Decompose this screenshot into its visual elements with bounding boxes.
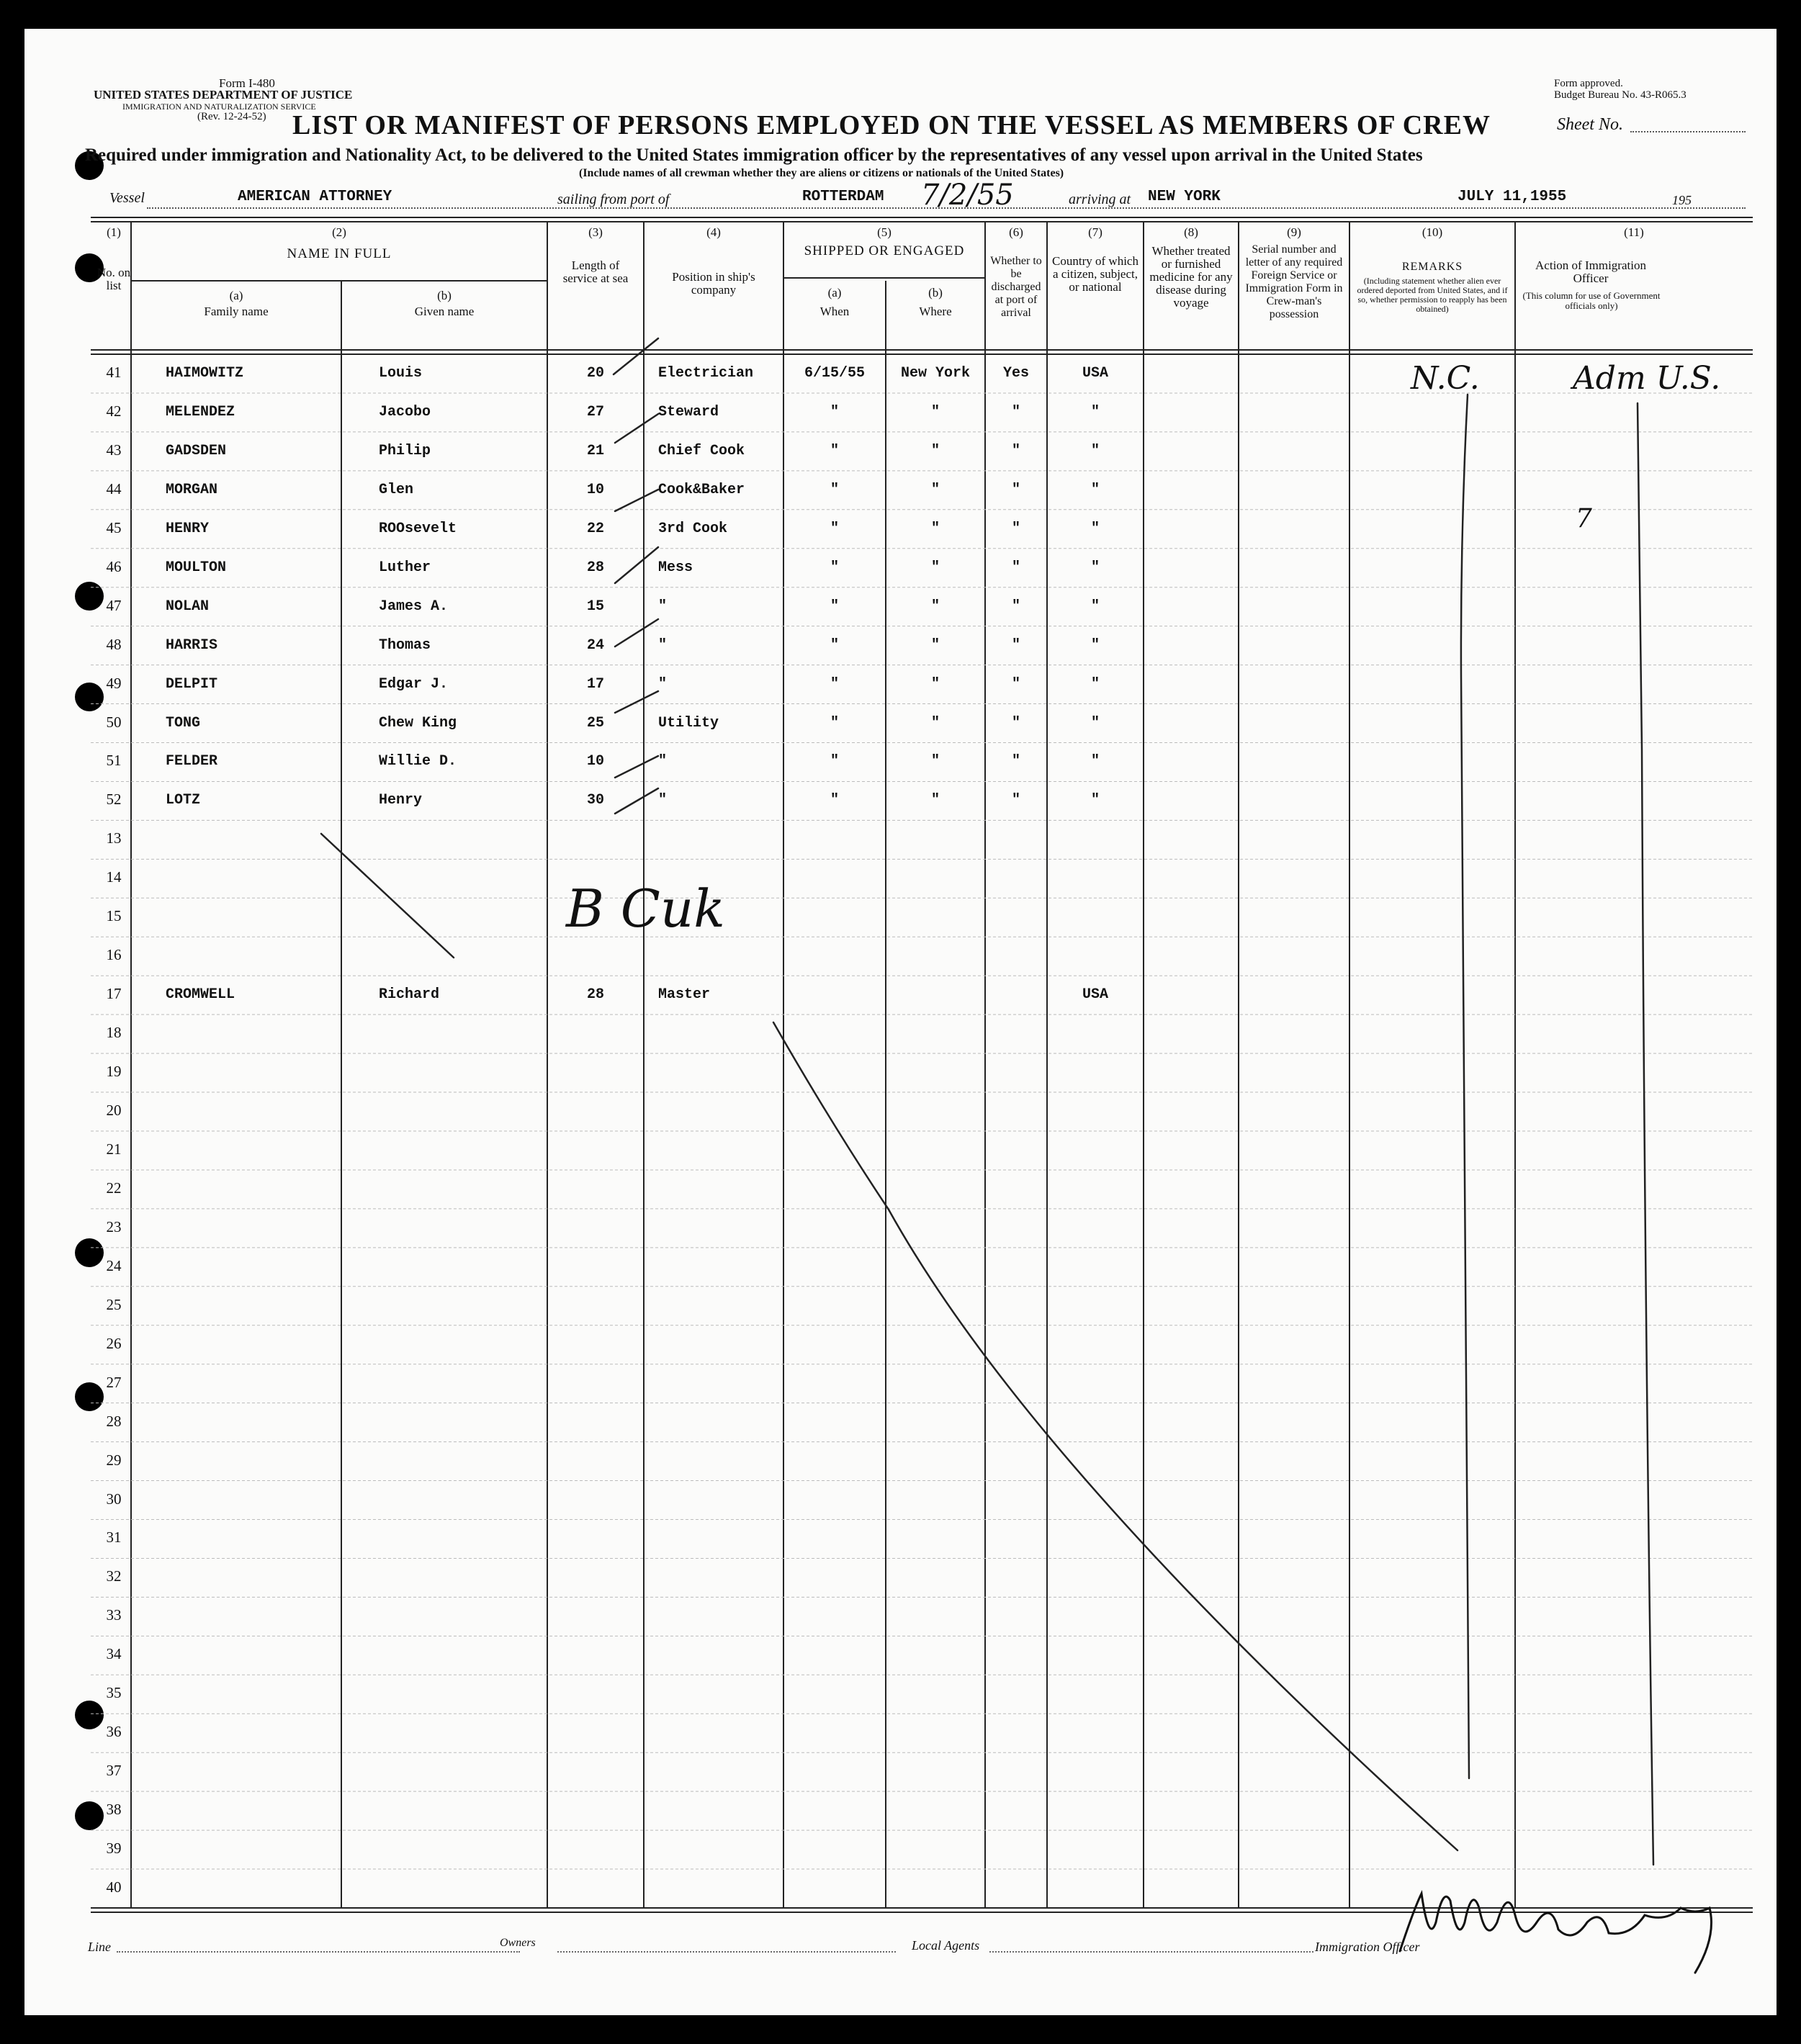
- col7-header: Country of which a citizen, subject, or national: [1052, 254, 1138, 294]
- position-cell: Electrician: [658, 364, 754, 382]
- row-number: 35: [106, 1684, 122, 1702]
- discharged-cell: ": [1011, 559, 1020, 576]
- shipped-where-cell: ": [930, 792, 940, 809]
- row-number: 43: [106, 441, 122, 459]
- shipped-when-cell: ": [830, 520, 839, 537]
- country-cell: ": [1090, 559, 1100, 576]
- shipped-where-cell: ": [930, 714, 940, 731]
- footer-owners-rule: [557, 1951, 896, 1953]
- col2a-num: (a): [229, 289, 243, 302]
- family-name-cell: LOTZ: [166, 792, 201, 809]
- row-number: 52: [106, 791, 122, 809]
- given-name-cell: ROOsevelt: [379, 520, 457, 537]
- service-length-cell: 21: [586, 442, 604, 459]
- country-cell: ": [1090, 753, 1100, 770]
- col10-header: REMARKS: [1401, 261, 1463, 273]
- form-number: Form I-480: [219, 76, 275, 90]
- col8-num: (8): [1184, 225, 1198, 239]
- family-name-cell: MELENDEZ: [166, 403, 235, 420]
- footer-line-label: Line: [88, 1940, 112, 1954]
- col1-header: No. on list: [96, 266, 131, 292]
- position-cell: Chief Cook: [658, 442, 745, 459]
- col5a-header: When: [819, 305, 850, 318]
- position-cell: ": [658, 675, 668, 693]
- service-length-cell: 15: [586, 598, 604, 615]
- row-number: 34: [106, 1645, 122, 1663]
- family-name-cell: HARRIS: [166, 636, 218, 654]
- service-length-cell: 24: [586, 636, 604, 654]
- col5a-num: (a): [827, 286, 842, 300]
- row-number: 20: [106, 1102, 122, 1120]
- footer-owners-label: Owners: [500, 1937, 536, 1949]
- row-number: 14: [106, 868, 122, 886]
- given-name-cell: Louis: [379, 364, 423, 382]
- discharged-cell: ": [1011, 792, 1020, 809]
- row-number: 42: [106, 402, 122, 420]
- service-length-cell: 27: [586, 403, 604, 420]
- service-length-cell: 25: [586, 714, 604, 731]
- col2-num: (2): [332, 225, 346, 239]
- family-name-cell: TONG: [166, 714, 201, 731]
- shipped-when-cell: ": [830, 753, 839, 770]
- row-number: 17: [106, 985, 122, 1003]
- service-length-cell: 10: [586, 481, 604, 498]
- vessel-name: AMERICAN ATTORNEY: [238, 189, 392, 205]
- remarks-handwriting: N.C.: [1411, 360, 1480, 397]
- col2-header: NAME IN FULL: [287, 246, 392, 261]
- shipped-where-cell: ": [930, 481, 940, 498]
- shipped-where-cell: ": [930, 520, 940, 537]
- discharged-cell: ": [1011, 714, 1020, 731]
- col4-num: (4): [706, 225, 721, 239]
- shipped-where-cell: ": [930, 636, 940, 654]
- arriving-label: arriving at: [1069, 192, 1131, 207]
- col2b-header: Given name: [414, 305, 475, 318]
- col5-header: SHIPPED OR ENGAGED: [804, 243, 965, 258]
- service: IMMIGRATION AND NATURALIZATION SERVICE: [122, 102, 316, 112]
- country-cell: ": [1090, 714, 1100, 731]
- row-number: 18: [106, 1024, 122, 1042]
- include-note: (Include names of all crewman whether they are aliens or citizens or nationals of the United States): [579, 167, 1064, 179]
- position-cell: ": [658, 636, 668, 654]
- row-number: 15: [106, 907, 122, 925]
- position-cell: ": [658, 753, 668, 770]
- position-cell: Utility: [658, 714, 719, 731]
- discharged-cell: ": [1011, 442, 1020, 459]
- position-cell: Steward: [658, 403, 719, 420]
- given-name-cell: Glen: [379, 481, 414, 498]
- manifest-sheet: [24, 29, 1777, 2015]
- given-name-cell: Edgar J.: [379, 675, 449, 693]
- col9-num: (9): [1287, 225, 1301, 239]
- position-cell: 3rd Cook: [658, 520, 728, 537]
- handwriting-overlay: [24, 29, 1777, 2015]
- position-cell: ": [658, 792, 668, 809]
- family-name-cell: MORGAN: [166, 481, 218, 498]
- country-cell: ": [1090, 675, 1100, 693]
- department: UNITED STATES DEPARTMENT OF JUSTICE: [94, 88, 353, 102]
- row-number: 27: [106, 1373, 122, 1391]
- page-title: LIST OR MANIFEST OF PERSONS EMPLOYED ON THE VESSEL AS MEMBERS OF CREW: [292, 110, 1491, 140]
- row-number: 38: [106, 1801, 122, 1819]
- handwritten-date: 7/2/55: [921, 179, 1014, 212]
- position-cell: Mess: [658, 559, 693, 576]
- row-number: 37: [106, 1762, 122, 1780]
- row-number: 30: [106, 1490, 122, 1508]
- shipped-when-cell: ": [830, 403, 839, 420]
- row-number: 33: [106, 1606, 122, 1624]
- row-number: 50: [106, 713, 122, 731]
- given-name-cell: Henry: [379, 792, 423, 809]
- family-name-cell: MOULTON: [166, 559, 227, 576]
- position-cell: ": [658, 598, 668, 615]
- given-name-cell: Thomas: [379, 636, 431, 654]
- row-number: 28: [106, 1412, 122, 1430]
- row-number: 25: [106, 1295, 122, 1313]
- country-cell: USA: [1082, 364, 1108, 382]
- shipped-where-cell: ": [930, 442, 940, 459]
- discharged-cell: Yes: [1002, 364, 1029, 382]
- country-cell: ": [1090, 403, 1100, 420]
- footer-agents-rule: [989, 1951, 1313, 1953]
- officer-signature: [1393, 1865, 1738, 1980]
- row-number: 21: [106, 1140, 122, 1158]
- shipped-where-cell: ": [930, 559, 940, 576]
- row-number: 51: [106, 752, 122, 770]
- center-handwriting: B Cuk: [566, 878, 725, 939]
- shipped-when-cell: ": [830, 714, 839, 731]
- col7-num: (7): [1088, 225, 1102, 239]
- col3-header: Length of service at sea: [562, 258, 629, 285]
- col1-num: (1): [107, 225, 121, 239]
- col10-num: (10): [1422, 225, 1443, 239]
- shipped-when-cell: 6/15/55: [804, 364, 865, 382]
- given-name-cell: Willie D.: [379, 753, 457, 770]
- port-to: NEW YORK: [1148, 189, 1221, 205]
- row-number: 41: [106, 363, 122, 381]
- family-name-cell: HENRY: [166, 520, 210, 537]
- shipped-when-cell: ": [830, 481, 839, 498]
- action-handwriting: Adm U.S.: [1573, 360, 1721, 397]
- row-number: 36: [106, 1723, 122, 1741]
- position-cell: Cook&Baker: [658, 481, 745, 498]
- country-cell: ": [1090, 792, 1100, 809]
- col6-header: Whether to be discharged at port of arrival: [990, 255, 1042, 319]
- service-length-cell: 22: [586, 520, 604, 537]
- shipped-when-cell: ": [830, 598, 839, 615]
- family-name-cell: CROMWELL: [166, 986, 235, 1004]
- family-name-cell: GADSDEN: [166, 442, 227, 459]
- family-name-cell: FELDER: [166, 753, 218, 770]
- service-length-cell: 17: [586, 675, 604, 693]
- approval-line2: Budget Bureau No. 43-R065.3: [1554, 89, 1687, 101]
- col8-header: Whether treated or furnished medicine for any disease during voyage: [1149, 244, 1233, 310]
- service-length-cell: 28: [586, 559, 604, 576]
- shipped-where-cell: ": [930, 675, 940, 693]
- shipped-where-cell: New York: [900, 364, 970, 382]
- service-length-cell: 10: [586, 753, 604, 770]
- col11-num: (11): [1624, 225, 1644, 239]
- discharged-cell: ": [1011, 403, 1020, 420]
- footer-agents-label: Local Agents: [912, 1938, 980, 1953]
- service-length-cell: 20: [586, 364, 604, 382]
- row-number: 26: [106, 1334, 122, 1352]
- shipped-where-cell: ": [930, 598, 940, 615]
- sailing-label: sailing from port of: [557, 192, 670, 207]
- footer-officer-label: Immigration Officer: [1315, 1940, 1420, 1954]
- sheet-label: Sheet No.: [1557, 115, 1623, 134]
- given-name-cell: Richard: [379, 986, 440, 1004]
- row-number: 48: [106, 635, 122, 653]
- discharged-cell: ": [1011, 636, 1020, 654]
- col11-note: (This column for use of Government officials only): [1522, 290, 1661, 311]
- country-cell: ": [1090, 598, 1100, 615]
- row-number: 49: [106, 674, 122, 692]
- country-cell: ": [1090, 481, 1100, 498]
- footer-line-rule: [117, 1951, 520, 1953]
- arrival-date: JULY 11,1955: [1458, 189, 1567, 205]
- col2a-header: Family name: [204, 305, 269, 318]
- row-number: 40: [106, 1878, 122, 1896]
- row-number: 16: [106, 946, 122, 964]
- subtitle: Required under immigration and Nationality Act, to be delivered to the United States immigration officer by the representatives of any vessel upon arrival in the United States: [85, 145, 1423, 165]
- row-number: 46: [106, 557, 122, 575]
- discharged-cell: ": [1011, 753, 1020, 770]
- shipped-where-cell: ": [930, 753, 940, 770]
- col2b-num: (b): [437, 289, 452, 302]
- col5-num: (5): [877, 225, 891, 239]
- shipped-when-cell: ": [830, 675, 839, 693]
- col9-header: Serial number and letter of any required Foreign Service or Immigration Form in Crew-man's possession: [1245, 243, 1343, 320]
- discharged-cell: ": [1011, 481, 1020, 498]
- given-name-cell: James A.: [379, 598, 449, 615]
- col11-header: Action of Immigration Officer: [1535, 258, 1646, 285]
- col5b-num: (b): [928, 286, 943, 300]
- family-name-cell: HAIMOWITZ: [166, 364, 244, 382]
- country-cell: USA: [1082, 986, 1108, 1004]
- service-length-cell: 28: [586, 986, 604, 1004]
- row-number: 32: [106, 1567, 122, 1585]
- row-number: 23: [106, 1217, 122, 1235]
- discharged-cell: ": [1011, 520, 1020, 537]
- shipped-when-cell: ": [830, 636, 839, 654]
- row-number: 19: [106, 1063, 122, 1081]
- row-number: 44: [106, 480, 122, 498]
- service-length-cell: 30: [586, 792, 604, 809]
- row-number: 45: [106, 518, 122, 536]
- discharged-cell: ": [1011, 598, 1020, 615]
- col6-num: (6): [1009, 225, 1023, 239]
- given-name-cell: Jacobo: [379, 403, 431, 420]
- col10-note: (Including statement whether alien ever ordered deported from United States, and if so, whether permission to reapply has been obtained): [1357, 276, 1508, 314]
- approval-line1: Form approved.: [1554, 78, 1623, 89]
- col5b-header: Where: [919, 305, 952, 318]
- vessel-label: Vessel: [109, 190, 145, 206]
- row-number: 29: [106, 1451, 122, 1469]
- row-number: 13: [106, 829, 122, 847]
- row-number: 47: [106, 596, 122, 614]
- row-number: 24: [106, 1256, 122, 1274]
- shipped-when-cell: ": [830, 442, 839, 459]
- given-name-cell: Philip: [379, 442, 431, 459]
- port-from: ROTTERDAM: [802, 189, 884, 205]
- given-name-cell: Chew King: [379, 714, 457, 731]
- row-number: 22: [106, 1179, 122, 1197]
- family-name-cell: NOLAN: [166, 598, 210, 615]
- col4-header: Position in ship's company: [672, 270, 755, 297]
- country-cell: ": [1090, 442, 1100, 459]
- discharged-cell: ": [1011, 675, 1020, 693]
- given-name-cell: Luther: [379, 559, 431, 576]
- country-cell: ": [1090, 636, 1100, 654]
- family-name-cell: DELPIT: [166, 675, 218, 693]
- country-cell: ": [1090, 520, 1100, 537]
- position-cell: Master: [658, 986, 711, 1004]
- revision: (Rev. 12-24-52): [197, 111, 266, 122]
- row-number: 31: [106, 1529, 122, 1546]
- year-label: 195: [1672, 193, 1692, 207]
- shipped-when-cell: ": [830, 792, 839, 809]
- shipped-where-cell: ": [930, 403, 940, 420]
- shipped-when-cell: ": [830, 559, 839, 576]
- col3-num: (3): [588, 225, 603, 239]
- row-number: 39: [106, 1840, 122, 1858]
- action-mark: 7: [1576, 504, 1592, 533]
